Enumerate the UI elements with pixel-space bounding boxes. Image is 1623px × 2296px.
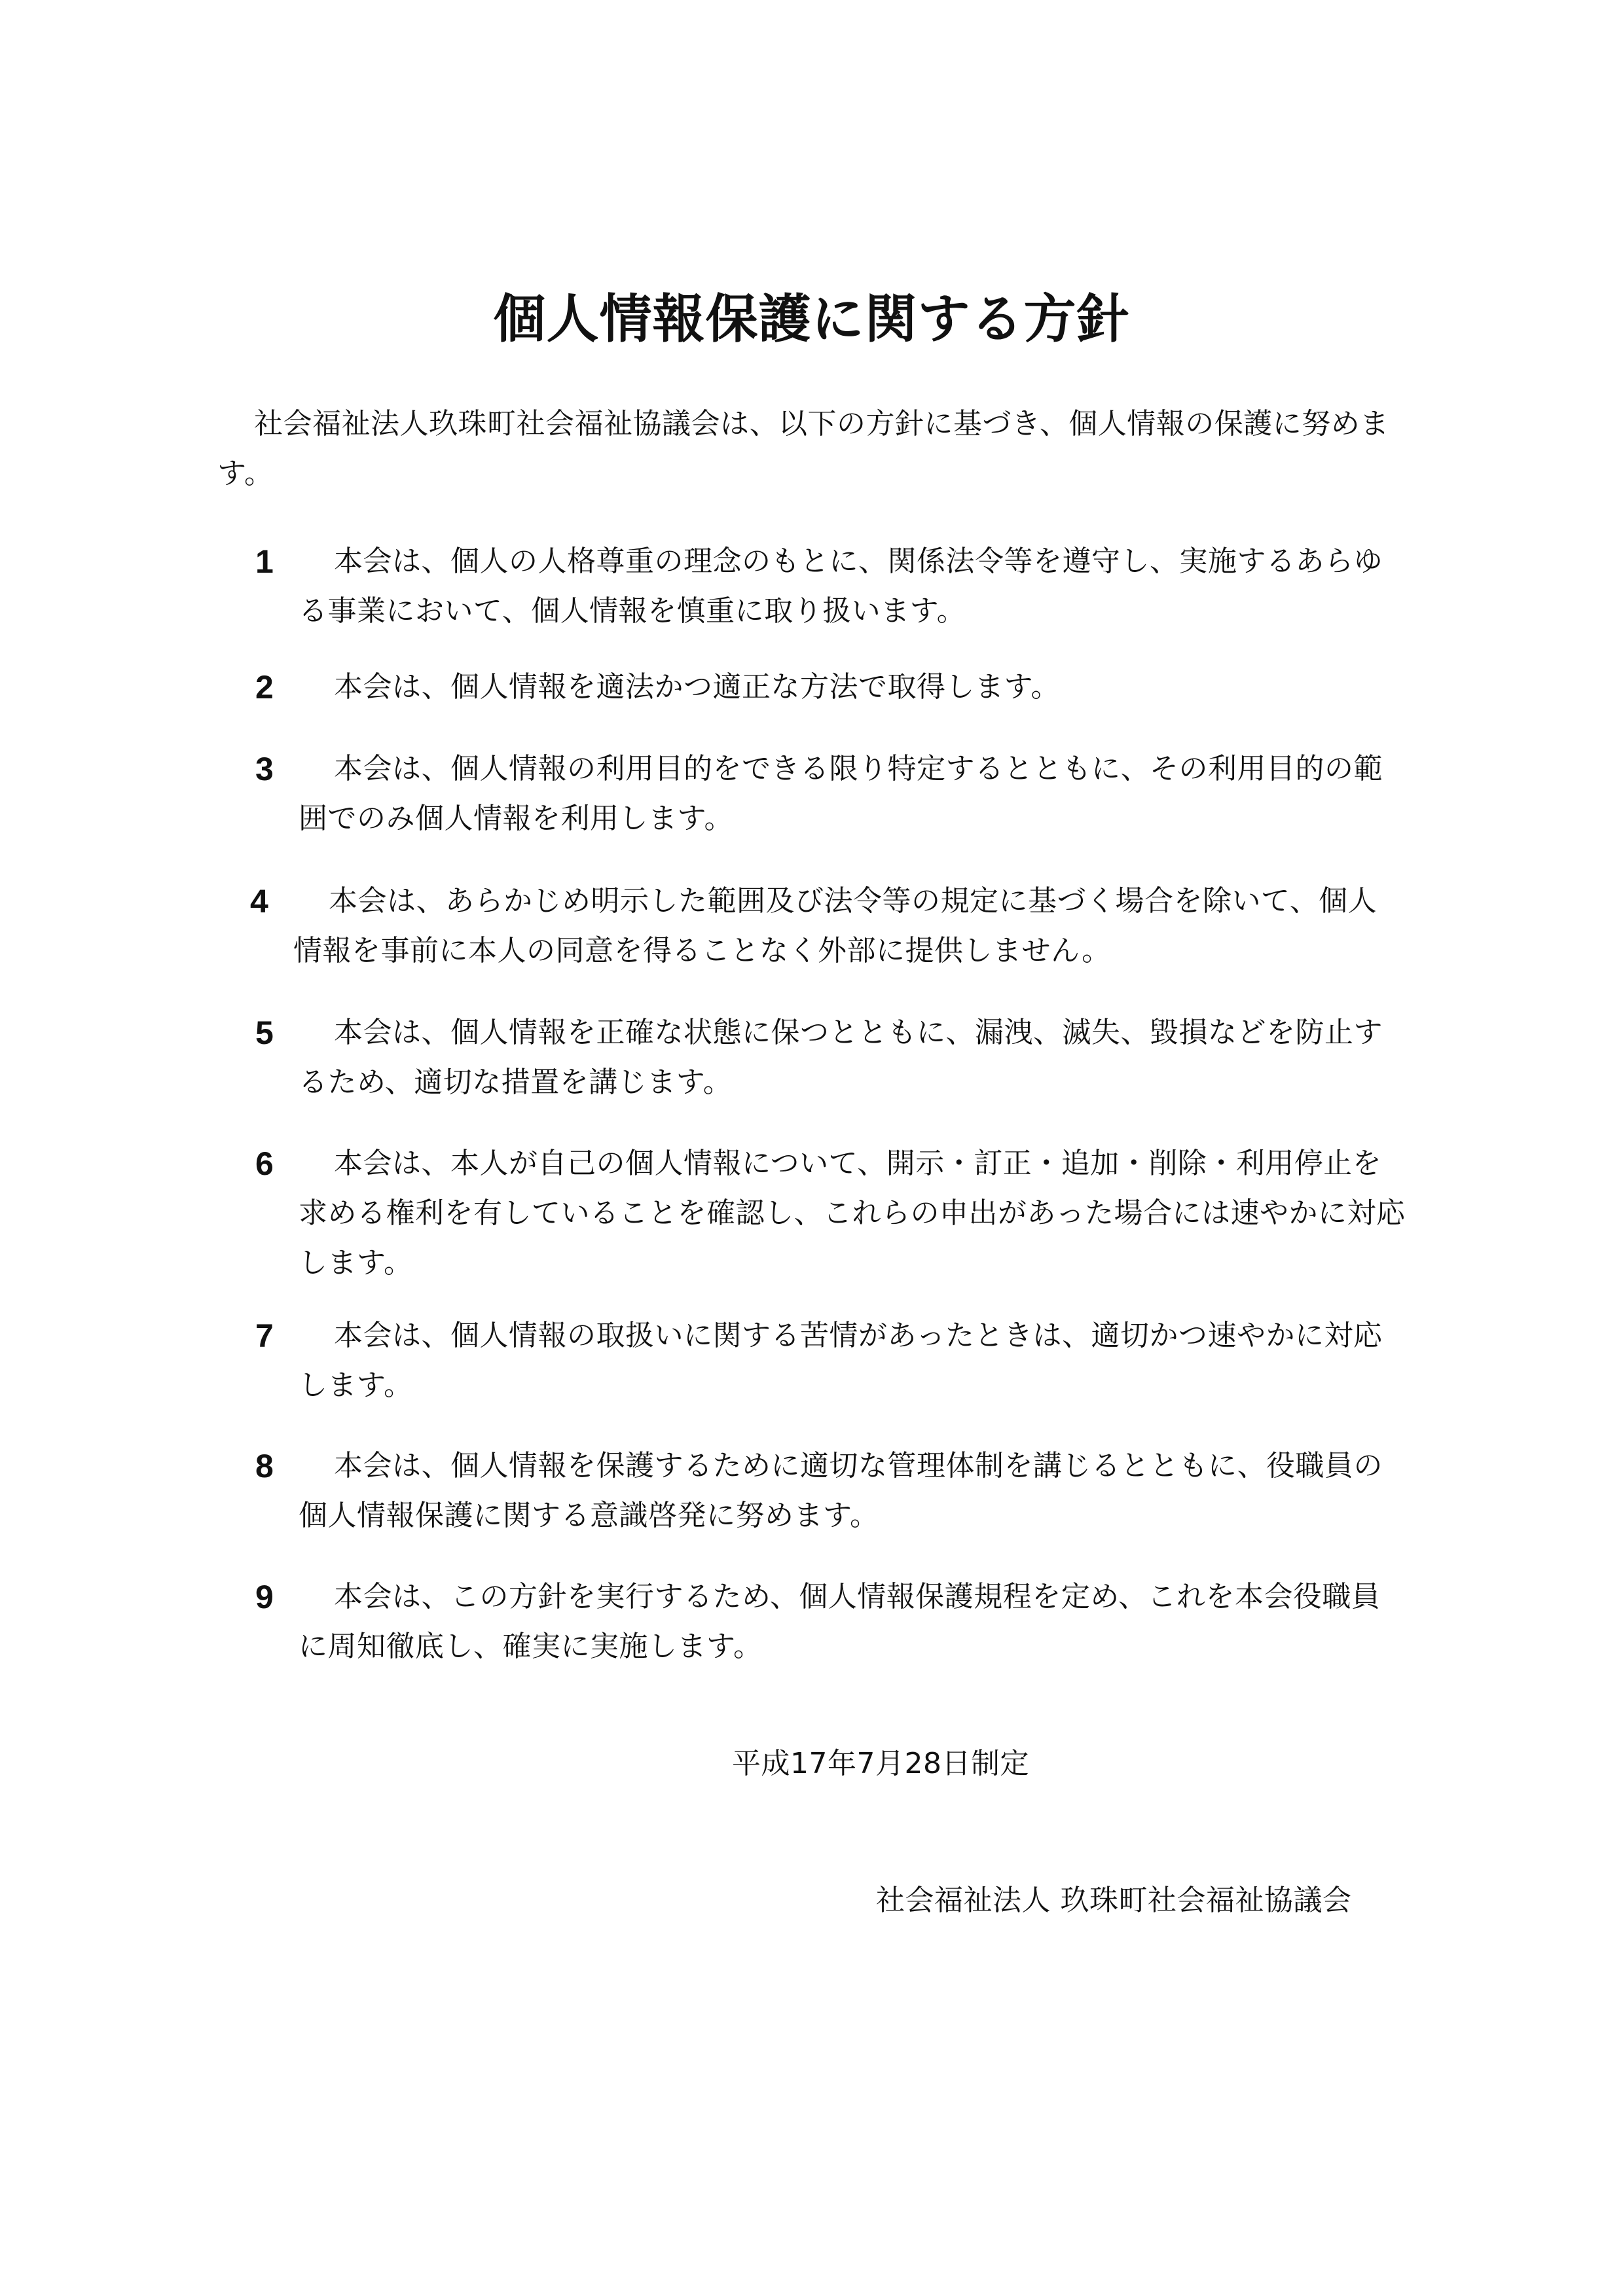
policy-item: [250, 876, 1404, 976]
policy-item-text: 本会は、個人情報を適法かつ適正な方法で取得します。: [334, 670, 1060, 704]
policy-item-number: 7: [255, 1318, 274, 1354]
document-title: 個人情報保護に関する方針: [493, 289, 1130, 350]
policy-item: [255, 1139, 1409, 1288]
policy-item-text: 本会は、個人の人格尊重の理念のもとに、関係法令等を遵守し、実施するあらゆる事業において、個人情報を慎重に取り扱います。: [299, 545, 1383, 628]
policy-item-number: 4: [250, 883, 269, 920]
policy-item: [255, 662, 1409, 712]
policy-item-number: 8: [255, 1448, 274, 1484]
policy-item-number: 2: [255, 669, 274, 706]
enactment-date: 平成17年7月28日制定: [732, 1747, 1029, 1780]
policy-item: [255, 1311, 1409, 1410]
policy-item-text: 本会は、本人が自己の個人情報について、開示・訂正・追加・削除・利用停止を求める権利を有していることを確認し、これらの申出があった場合には速やかに対応します。: [299, 1147, 1406, 1280]
policy-item: [255, 744, 1409, 844]
policy-item-number: 9: [255, 1579, 274, 1615]
policy-item-text: 本会は、個人情報の取扱いに関する苦情があったときは、適切かつ速やかに対応します。: [299, 1319, 1383, 1402]
policy-item: [255, 537, 1409, 636]
organization-name: 社会福祉法人 玖珠町社会福祉協議会: [876, 1884, 1352, 1917]
policy-item: [255, 1572, 1409, 1672]
policy-item-text: 本会は、あらかじめ明示した範囲及び法令等の規定に基づく場合を除いて、個人情報を事前に本人の同意を得ることなく外部に提供しません。: [293, 884, 1377, 967]
policy-item-number: 5: [255, 1014, 274, 1051]
policy-item-number: 3: [255, 751, 274, 787]
policy-item-text: 本会は、この方針を実行するため、個人情報保護規程を定め、これを本会役職員に周知徹底し、確実に実施します。: [299, 1580, 1381, 1663]
policy-item: [255, 1008, 1409, 1107]
policy-item-text: 本会は、個人情報を正確な状態に保つとともに、漏洩、滅失、毀損などを防止するため、適切な措置を講じます。: [299, 1016, 1383, 1099]
intro-paragraph: 社会福祉法人玖珠町社会福祉協議会は、以下の方針に基づき、個人情報の保護に努めます。: [217, 407, 1389, 490]
policy-item: [255, 1441, 1409, 1541]
policy-item-number: 6: [255, 1145, 274, 1182]
policy-item-text: 本会は、個人情報を保護するために適切な管理体制を講じるとともに、役職員の個人情報保護に関する意識啓発に努めます。: [299, 1449, 1383, 1532]
policy-item-text: 本会は、個人情報の利用目的をできる限り特定するとともに、その利用目的の範囲でのみ個人情報を利用します。: [299, 752, 1383, 835]
policy-item-number: 1: [255, 543, 274, 580]
